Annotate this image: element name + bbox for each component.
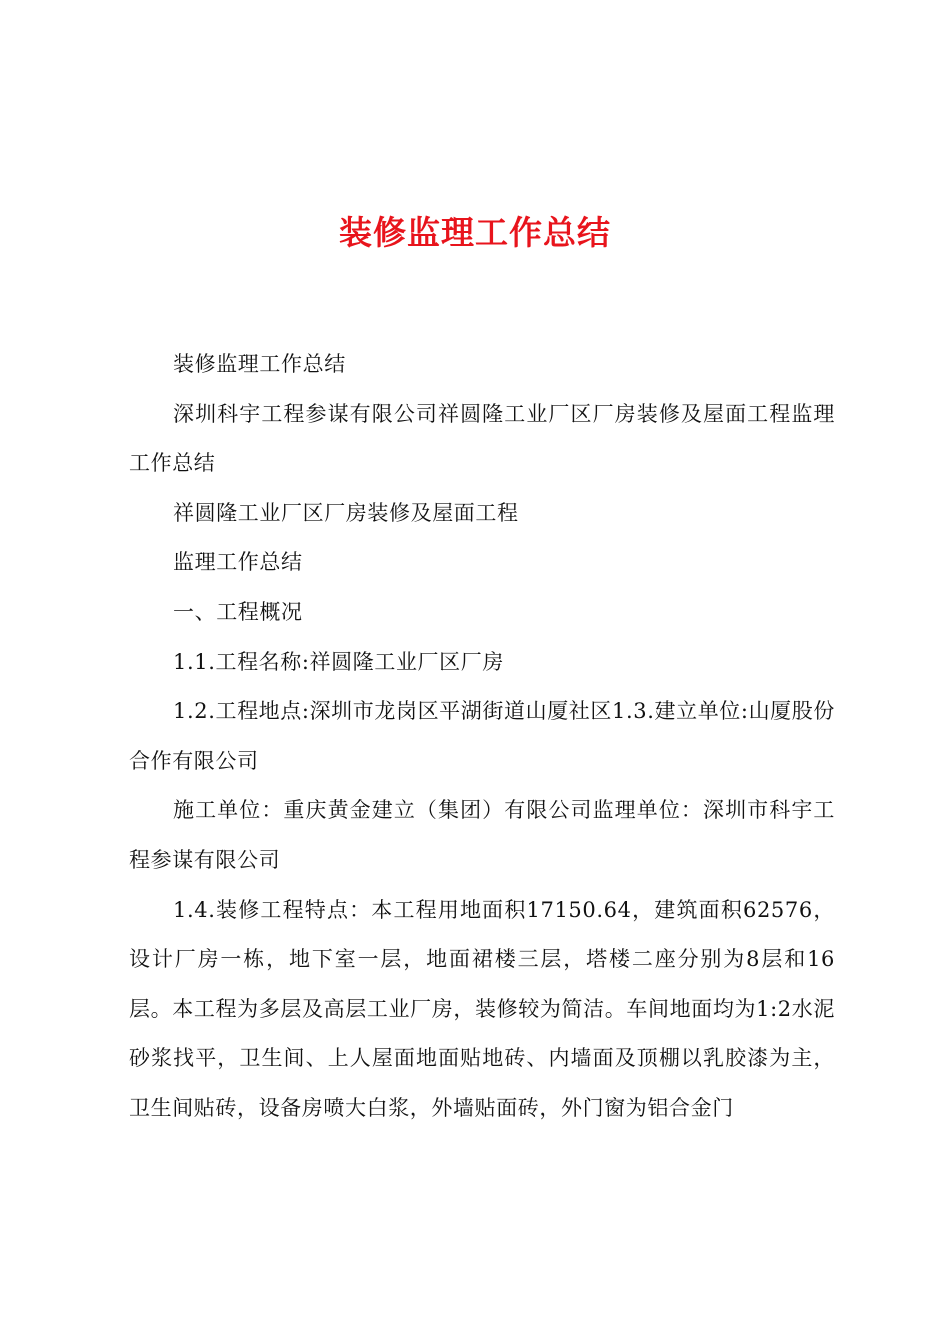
paragraph: 1.4.装修工程特点：本工程用地面积17150.64，建筑面积62576，设计厂房一栋，地下室一层，地面裙楼三层，塔楼二座分别为8层和16层。本工程为多层及高层工业厂房，装修较为简洁。车间地面均为1:2水泥砂浆找平，卫生间、上人屋面地面贴地砖、内墙面及顶棚以乳胶漆为主，卫生间贴砖，设备房喷大白浆，外墙贴面砖，外门窗为铝合金门 xyxy=(129,897,835,1120)
document-title: 装修监理工作总结 xyxy=(339,213,611,252)
paragraph: 装修监理工作总结 xyxy=(173,352,346,376)
paragraph: 深圳科宇工程参谋有限公司祥圆隆工业厂区厂房装修及屋面工程监理工作总结 xyxy=(129,401,835,476)
paragraph: 施工单位：重庆黄金建立（集团）有限公司监理单位：深圳市科宇工程参谋有限公司 xyxy=(129,798,835,872)
paragraph: 祥圆隆工业厂区厂房装修及屋面工程 xyxy=(173,500,519,525)
paragraph: 1.2.工程地点:深圳市龙岗区平湖街道山厦社区1.3.建立单位:山厦股份合作有限公司 xyxy=(129,699,835,773)
section-heading: 一、工程概况 xyxy=(173,599,303,624)
paragraph: 1.1.工程名称:祥圆隆工业厂区厂房 xyxy=(173,649,504,674)
document-body xyxy=(129,340,835,1134)
paragraph: 监理工作总结 xyxy=(173,550,303,575)
